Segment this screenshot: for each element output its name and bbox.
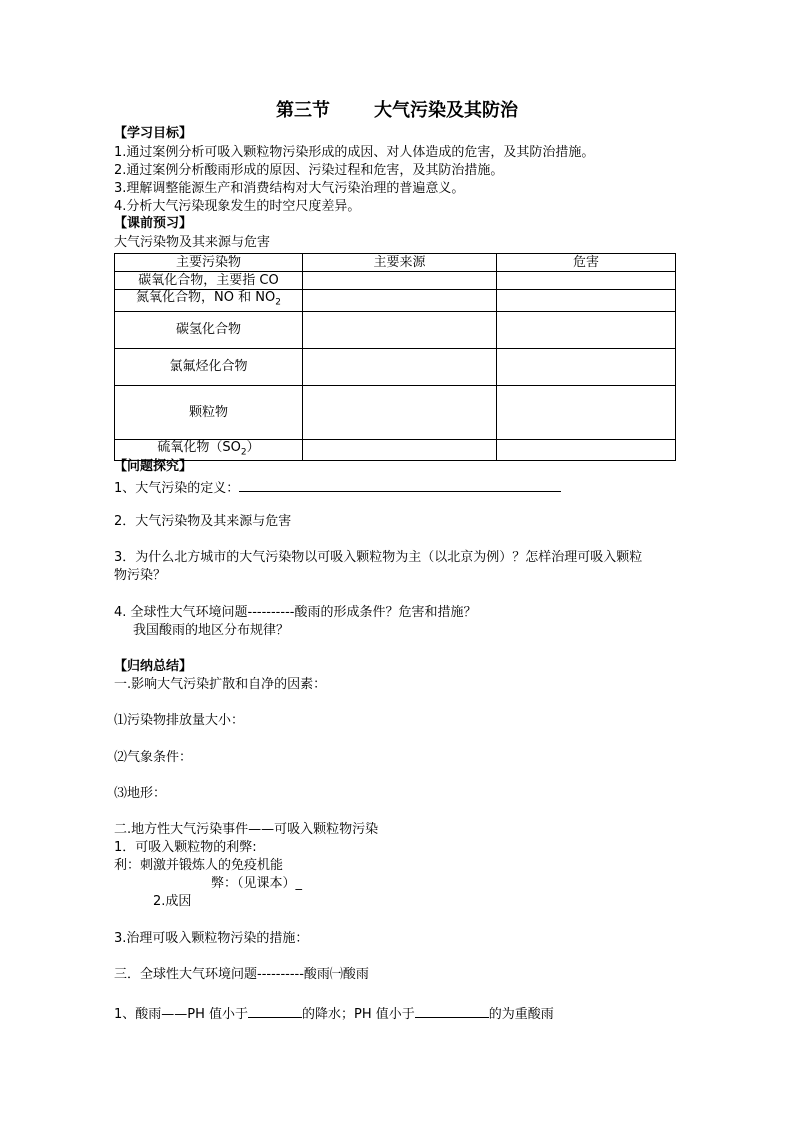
pollutant-text-tail: ） bbox=[246, 439, 260, 455]
goal-item-4: 4.分析大气污染现象发生的时空尺度差异。 bbox=[114, 199, 361, 214]
pollutant-cell: 氯氟烃化合物 bbox=[115, 348, 303, 385]
harm-cell[interactable] bbox=[497, 311, 676, 348]
pollutant-cell: 颗粒物 bbox=[115, 385, 303, 439]
header-source: 主要来源 bbox=[303, 254, 497, 272]
harm-cell[interactable] bbox=[497, 272, 676, 290]
pollutant-table bbox=[114, 253, 676, 461]
explore-heading: 【问题探究】 bbox=[114, 459, 193, 474]
summary-part-3: 三．全球性大气环境问题----------酸雨㈠酸雨 bbox=[114, 967, 369, 982]
acid-rain-definition bbox=[114, 1004, 554, 1023]
source-cell[interactable] bbox=[303, 439, 497, 461]
particulate-harm: 弊：（见课本）_ bbox=[211, 876, 303, 891]
pollutant-text: 硫氧化物（SO bbox=[157, 439, 241, 455]
question-1 bbox=[114, 478, 561, 497]
question-3-line-1: 3．为什么北方城市的大气污染物以可吸入颗粒物为主（以北京为例）？怎样治理可吸入颗粒 bbox=[114, 550, 643, 565]
page-title bbox=[0, 100, 794, 122]
table-row bbox=[115, 439, 676, 461]
source-cell[interactable] bbox=[303, 385, 497, 439]
title-topic: 大气污染及其防治 bbox=[374, 100, 518, 121]
table-row bbox=[115, 348, 676, 385]
factor-emissions: ⑴污染物排放量大小： bbox=[114, 713, 245, 728]
question-4-line-2: 我国酸雨的地区分布规律？ bbox=[133, 623, 290, 638]
table-row bbox=[115, 272, 676, 290]
pollutant-subscript: 2 bbox=[275, 297, 281, 308]
goal-item-3: 3.理解调整能源生产和消费结构对大气污染治理的普遍意义。 bbox=[114, 181, 465, 196]
question-2: 2．大气污染物及其来源与危害 bbox=[114, 514, 292, 529]
pollutant-cell: 碳氢化合物 bbox=[115, 311, 303, 348]
particulate-measures: 3.治理可吸入颗粒物污染的措施： bbox=[114, 931, 309, 946]
summary-heading: 【归纳总结】 bbox=[114, 659, 193, 674]
acid-rain-text-a: 1、酸雨——PH 值小于 bbox=[114, 1007, 249, 1022]
factor-terrain: ⑶地形： bbox=[114, 786, 167, 801]
pollutant-cell: 碳氧化合物，主要指 CO bbox=[115, 272, 303, 290]
question-1-text: 1、大气污染的定义： bbox=[114, 481, 240, 496]
harm-cell[interactable] bbox=[497, 290, 676, 312]
summary-part-1: 一.影响大气污染扩散和自净的因素： bbox=[114, 677, 327, 692]
answer-blank-definition[interactable] bbox=[239, 478, 561, 492]
particulate-pros-cons: 1．可吸入颗粒物的利弊: bbox=[114, 840, 257, 855]
preview-heading: 【课前预习】 bbox=[114, 216, 193, 231]
table-header-row bbox=[115, 254, 676, 272]
header-pollutant: 主要污染物 bbox=[115, 254, 303, 272]
pollutant-text: 氮氧化合物，NO 和 NO bbox=[136, 290, 276, 305]
goals-heading: 【学习目标】 bbox=[114, 126, 193, 141]
source-cell[interactable] bbox=[303, 311, 497, 348]
harm-cell[interactable] bbox=[497, 439, 676, 461]
particulate-benefit: 利：刺激并锻炼人的免疫机能 bbox=[114, 858, 284, 873]
ph-blank-heavy-acid-rain[interactable] bbox=[415, 1004, 489, 1018]
source-cell[interactable] bbox=[303, 348, 497, 385]
question-3-line-2: 物污染？ bbox=[114, 568, 167, 583]
title-section-number: 第三节 bbox=[276, 100, 330, 121]
pollutant-cell bbox=[115, 290, 303, 312]
table-row bbox=[115, 385, 676, 439]
goal-item-1: 1.通过案例分析可吸入颗粒物污染形成的成因、对人体造成的危害，及其防治措施。 bbox=[114, 145, 595, 160]
particulate-causes: 2.成因 bbox=[153, 894, 192, 909]
factor-weather: ⑵气象条件： bbox=[114, 750, 193, 765]
acid-rain-text-b: 的降水；PH 值小于 bbox=[302, 1007, 415, 1022]
table-caption: 大气污染物及其来源与危害 bbox=[114, 235, 271, 250]
table-row bbox=[115, 311, 676, 348]
source-cell[interactable] bbox=[303, 272, 497, 290]
harm-cell[interactable] bbox=[497, 348, 676, 385]
question-4-line-1: 4. 全球性大气环境问题----------酸雨的形成条件？危害和措施？ bbox=[114, 605, 477, 620]
goal-item-2: 2.通过案例分析酸雨形成的原因、污染过程和危害，及其防治措施。 bbox=[114, 163, 504, 178]
header-harm: 危害 bbox=[497, 254, 676, 272]
summary-part-2: 二.地方性大气污染事件——可吸入颗粒物污染 bbox=[114, 822, 379, 837]
pollutant-subscript: 2 bbox=[240, 447, 247, 458]
source-cell[interactable] bbox=[303, 290, 497, 312]
harm-cell[interactable] bbox=[497, 385, 676, 439]
ph-blank-acid-rain[interactable] bbox=[248, 1004, 302, 1018]
acid-rain-text-c: 的为重酸雨 bbox=[488, 1007, 554, 1022]
pollutant-cell bbox=[115, 439, 303, 461]
table-row bbox=[115, 290, 676, 312]
